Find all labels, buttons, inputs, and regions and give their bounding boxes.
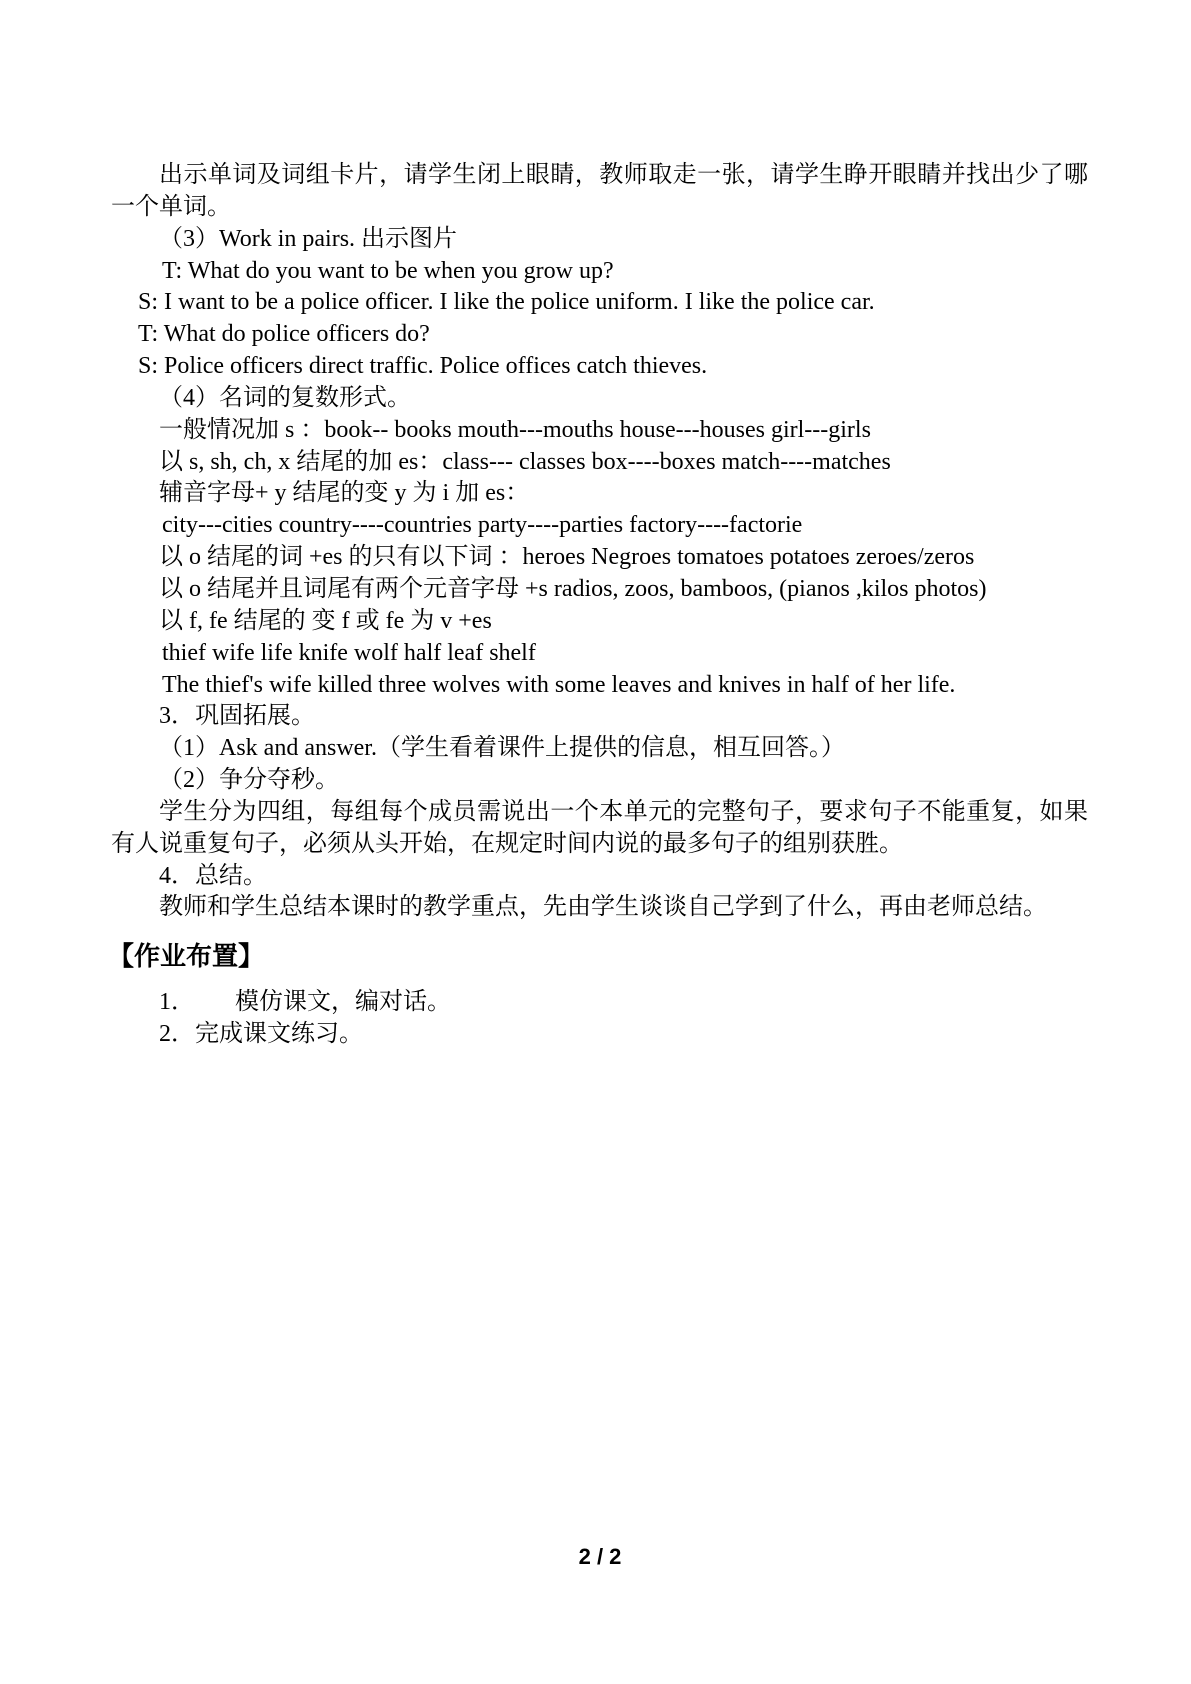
plural-rule-line: 以 o 结尾并且词尾有两个元音字母 +s radios, zoos, bamboos, (pianos ,kilos photos) <box>159 575 987 602</box>
plural-rule-line: city---cities country----countries party----parties factory----factorie <box>162 512 803 539</box>
ask-answer-line: （1）Ask and answer.（学生看着课件上提供的信息，相互回答。） <box>159 735 845 762</box>
page-number: 2 / 2 <box>578 1544 622 1569</box>
dialogue-line: T: What do police officers do? <box>138 321 430 348</box>
race-heading: （2）争分夺秒。 <box>159 767 339 794</box>
summary-text: 教师和学生总结本课时的教学重点，先由学生谈谈自己学到了什么，再由老师总结。 <box>159 894 1047 921</box>
plural-rule-line: 一般情况加 s ：book-- books mouth---mouths house---houses girl---girls <box>159 416 871 443</box>
dialogue-line: S: Police officers direct traffic. Police offices catch thieves. <box>138 353 708 380</box>
plural-rule-line: 辅音字母+ y 结尾的变 y 为 i 加 es： <box>159 480 530 507</box>
homework-item-number: 1． <box>159 989 195 1016</box>
summary-heading: 4．总结。 <box>159 862 267 889</box>
race-rule-line: 学生分为四组，每组每个成员需说出一个本单元的完整句子，要求句子不能重复，如果 <box>159 798 1088 825</box>
card-game-line: 一个单词。 <box>111 193 231 220</box>
plural-rule-line: 以 o 结尾的词 +es 的只有以下词 ：heroes Negroes tomatoes potatoes zeroes/zeros <box>159 544 975 571</box>
homework-item <box>0 1019 1171 1051</box>
homework-item <box>0 987 1171 1019</box>
plural-rule-line: 以 f, fe 结尾的 变 f 或 fe 为 v +es <box>159 607 492 634</box>
homework-title: 【作业布置】 <box>108 940 265 971</box>
homework-item-text: 模仿课文，编对话。 <box>235 989 451 1016</box>
homework-item-number: 2． <box>159 1021 195 1048</box>
plural-nouns-heading: （4）名词的复数形式。 <box>159 384 411 411</box>
plural-rule-line: thief wife life knife wolf half leaf shelf <box>162 639 536 666</box>
card-game-line: 出示单词及词组卡片，请学生闭上眼睛，教师取走一张，请学生睁开眼睛并找出少了哪 <box>159 162 1088 188</box>
consolidation-heading: 3．巩固拓展。 <box>159 703 315 730</box>
lesson-body <box>0 160 1191 1051</box>
homework-item-text: 完成课文练习。 <box>195 1021 363 1048</box>
dialogue-line: S: I want to be a police officer. I like the police uniform. I like the police car. <box>138 289 875 316</box>
dialogue-line: T: What do you want to be when you grow up? <box>162 257 614 284</box>
plural-rule-line: 以 s, sh, ch, x 结尾的加 es：class--- classes box----boxes match----matches <box>159 448 891 475</box>
plural-rule-line: The thief's wife killed three wolves with some leaves and knives in half of her life. <box>162 671 956 698</box>
race-rule-line: 有人说重复句子，必须从头开始，在规定时间内说的最多句子的组别获胜。 <box>111 830 903 857</box>
pair-work-heading: （3）Work in pairs. 出示图片 <box>159 225 458 252</box>
